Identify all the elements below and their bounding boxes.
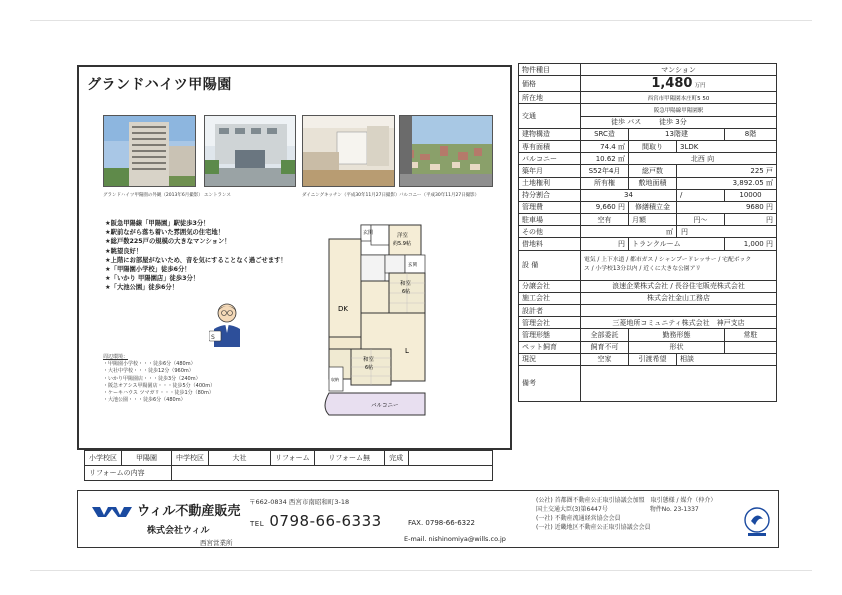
reform-label: リフォーム — [271, 451, 315, 466]
row-label: 形状 — [629, 341, 725, 353]
row-label: ペット飼育 — [519, 341, 581, 353]
mgmt-fee-value: 9,660 — [595, 203, 616, 212]
table-row — [519, 341, 777, 353]
row-value: 円 — [677, 226, 777, 238]
units-value: 225 — [750, 166, 764, 175]
table-row — [519, 64, 777, 76]
row-label: 所在地 — [519, 92, 581, 104]
equipment-line: ス / 小学校13分以内 / 近くに大きな公園アリ — [584, 266, 701, 273]
page-top-rule — [30, 20, 812, 21]
table-row — [519, 128, 777, 140]
row-value: 13階建 — [629, 128, 725, 140]
row-label: 分譲会社 — [519, 280, 581, 292]
row-label: 価格 — [519, 76, 581, 92]
row-label: 物件種目 — [519, 64, 581, 76]
row-value — [581, 201, 629, 213]
row-label: 築年月 — [519, 165, 581, 177]
plan-label: 和室 — [400, 281, 412, 287]
share-slash: / — [677, 189, 725, 201]
table-row — [85, 451, 493, 466]
row-label: 管理会社 — [519, 317, 581, 329]
table-row — [85, 466, 493, 481]
equipment-cell — [581, 250, 777, 280]
repair-value: 9680 — [745, 203, 764, 212]
row-value: 株式会社金山工務店 — [581, 292, 777, 304]
row-value: 月額 — [629, 214, 677, 226]
row-value: マンション — [581, 64, 777, 76]
row-label: トランクルーム — [629, 238, 725, 250]
mgmt-fee-unit: 円 — [618, 203, 625, 212]
row-value: 空有 — [581, 214, 629, 226]
property-overview-panel — [77, 65, 512, 450]
row-value — [581, 140, 629, 152]
row-value: SRC造 — [581, 128, 629, 140]
area-value: 74.4 — [600, 142, 616, 151]
walk-label: 徒歩 — [611, 118, 625, 127]
equipment-line: 電気 / 上下水道 / 都市ガス / シャンプードレッサー / 宅配ボック — [584, 257, 752, 264]
row-label: 管理形態 — [519, 329, 581, 341]
row-label: 建物構造 — [519, 128, 581, 140]
table-row — [519, 365, 777, 401]
association-line: (公社) 首都圏不動産公正取引協議会加盟 取引態様 / 媒介（仲介） — [536, 497, 717, 504]
table-row — [519, 250, 777, 280]
area-unit: ㎡ — [618, 142, 625, 151]
row-label: 専有面積 — [519, 140, 581, 152]
row-label: 総戸数 — [629, 165, 677, 177]
table-row — [519, 104, 777, 116]
row-value: 飼育不可 — [581, 341, 629, 353]
row-label: 設 備 — [519, 250, 581, 280]
plan-label: 6帖 — [402, 289, 411, 295]
table-row — [519, 76, 777, 92]
email-link[interactable]: E-mail. nishinomiya@wills.co.jp — [404, 535, 506, 543]
table-row — [519, 189, 777, 201]
balcony-value: 10.62 — [595, 154, 616, 163]
complete-label: 完成 — [384, 451, 408, 466]
row-value: 常駐 — [725, 329, 777, 341]
row-label: 設計者 — [519, 305, 581, 317]
row-label: 土地権利 — [519, 177, 581, 189]
agency-footer — [77, 490, 779, 548]
table-row — [519, 153, 777, 165]
mid-school-value: 大社 — [209, 451, 271, 466]
row-value: 34 — [581, 189, 677, 201]
nearby-item: ・ケーキハウス ツマガリ・・・徒歩1分（80m） — [103, 390, 214, 397]
photo-caption: グランドハイツ甲陽園の外観（2013年6月撮影） — [103, 193, 203, 198]
row-label: 勤務形態 — [629, 329, 725, 341]
table-row — [519, 317, 777, 329]
table-row — [519, 226, 777, 238]
site-area-unit: ㎡ — [766, 179, 773, 188]
remarks-value — [581, 365, 777, 401]
elem-school-label: 小学校区 — [85, 451, 122, 466]
selling-point: ★駅前ながら落ち着いた雰囲気の住宅地！ — [105, 229, 224, 237]
plan-label: バルコニー — [371, 403, 399, 409]
plan-label: 収納 — [331, 377, 339, 382]
will-logo-icon — [92, 503, 132, 517]
price-value: 1,480 — [651, 76, 693, 92]
row-value — [725, 238, 777, 250]
row-value: 空家 — [581, 353, 629, 365]
school-district-table — [84, 450, 493, 481]
floor-plan — [321, 217, 501, 443]
association-line: (一社) 近畿地区不動産公正取引協議会会員 — [536, 524, 651, 531]
nearby-facilities — [103, 354, 215, 404]
site-area-value: 3,892.05 — [732, 179, 764, 188]
table-row — [519, 329, 777, 341]
row-label: 備考 — [519, 365, 581, 401]
phone-number[interactable] — [250, 512, 382, 530]
row-value: 三菱地所コミュニティ株式会社 神戸支店 — [581, 317, 777, 329]
agency-logo — [92, 499, 240, 547]
reform-detail-label: リフォームの内容 — [85, 466, 172, 481]
photo-caption: バルコニー（平成30年11月27日撮影） — [399, 193, 480, 198]
transport-detail — [581, 116, 777, 128]
row-value: 3LDK — [677, 140, 777, 152]
table-row — [519, 214, 777, 226]
nearby-heading: 周辺環境： — [103, 354, 129, 360]
photo-caption: エントランス — [204, 193, 231, 198]
selling-points — [105, 219, 315, 293]
row-label: 借地料 — [519, 238, 581, 250]
mid-school-label: 中学校区 — [172, 451, 209, 466]
plan-label: 和室 — [363, 357, 375, 363]
selling-point: ★「甲陽園小学校」徒歩6分！ — [105, 266, 191, 274]
row-value: ㎡ — [581, 226, 677, 238]
row-label: 管理費 — [519, 201, 581, 213]
row-label: 駐車場 — [519, 214, 581, 226]
photo-balcony — [399, 115, 493, 187]
row-value: 北西 向 — [629, 153, 777, 165]
association-line: (一社) 不動産流通経営協会会員 — [536, 515, 621, 522]
row-value: 全部委託 — [581, 329, 629, 341]
tel-label: TEL — [250, 520, 265, 528]
row-value: 阪急甲陽線甲陽園駅 — [581, 104, 777, 116]
photo-caption: ダイニングキッチン（平成30年11月27日撮影） — [302, 193, 400, 198]
row-value: 円～ — [677, 214, 725, 226]
plan-label: DK — [338, 305, 348, 313]
selling-point: ★「いかり 甲陽園店」徒歩3分！ — [105, 275, 200, 283]
row-label: 交通 — [519, 104, 581, 128]
table-row — [519, 92, 777, 104]
row-value: S52年4月 — [581, 165, 629, 177]
row-value — [677, 201, 777, 213]
selling-point: ★上階にお部屋がないため、音を気にすることなく過ごせます！ — [105, 256, 287, 264]
row-label: その他 — [519, 226, 581, 238]
row-value — [581, 153, 629, 165]
row-value: 西宮市甲陽園本庄町5 50 — [581, 92, 777, 104]
row-value: 所有権 — [581, 177, 629, 189]
association-line: 国土交通大臣(3)第6447号 物件No. 23-1337 — [536, 506, 699, 513]
tel-value: 0798-66-6333 — [269, 512, 382, 530]
svg-text:S: S — [211, 334, 215, 341]
photo-dining-kitchen — [302, 115, 395, 187]
plan-label: 6帖 — [365, 365, 374, 371]
reform-detail-value — [172, 466, 493, 481]
table-row — [519, 238, 777, 250]
photo-building-exterior — [103, 115, 196, 187]
selling-point: ★「大池公園」徒歩6分！ — [105, 284, 178, 292]
complete-value — [408, 451, 492, 466]
nearby-item: ・阪急オアシス甲陽園店・・・徒歩5分（400m） — [103, 382, 216, 389]
reform-value: リフォーム無 — [314, 451, 384, 466]
row-value — [581, 305, 777, 317]
row-value: 浪速企業株式会社 / 長谷住宅販売株式会社 — [581, 280, 777, 292]
nearby-item: ・いかり甲陽園店・・・徒歩3分（240m） — [103, 375, 201, 382]
trunk-unit: 円 — [766, 240, 773, 249]
table-row — [519, 177, 777, 189]
plan-label: 玄関 — [363, 230, 374, 236]
company-name: 株式会社ウィル — [147, 526, 210, 536]
elem-school-value: 甲陽園 — [122, 451, 172, 466]
plan-label: L — [405, 347, 409, 355]
brand-name: ウィル不動産販売 — [137, 504, 241, 519]
row-value: 相談 — [677, 353, 777, 365]
table-row — [519, 353, 777, 365]
plan-label: 玄関 — [408, 263, 417, 268]
agent-illustration-icon — [209, 301, 249, 347]
row-value — [677, 165, 777, 177]
row-label: 現況 — [519, 353, 581, 365]
bus-label: バス — [627, 118, 642, 127]
selling-point: ★眺望良好！ — [105, 247, 143, 255]
table-row — [519, 305, 777, 317]
row-label: 施工会社 — [519, 292, 581, 304]
table-row — [519, 280, 777, 292]
walk-label: 徒歩 — [659, 118, 674, 127]
plan-label: 約5.9帖 — [393, 241, 411, 247]
association-info — [536, 496, 716, 532]
selling-point: ★総戸数225戸の規模の大きなマンション！ — [105, 238, 231, 246]
property-details-table — [518, 63, 777, 402]
units-unit: 戸 — [766, 166, 773, 175]
row-value: 引渡希望 — [629, 353, 677, 365]
branch-name: 西宮営業所 — [200, 539, 233, 547]
fair-trade-seal-icon — [744, 507, 770, 537]
walk-minutes: 3分 — [675, 118, 687, 127]
trunk-value: 1,000 — [743, 240, 764, 249]
row-value — [725, 341, 777, 353]
row-value: 8階 — [725, 128, 777, 140]
table-row — [519, 140, 777, 152]
row-label: 間取り — [629, 140, 677, 152]
row-value: 円 — [581, 238, 629, 250]
table-row — [519, 165, 777, 177]
row-value: 10000 — [725, 189, 777, 201]
table-row — [519, 292, 777, 304]
selling-point: ★阪急甲陽線「甲陽園」駅徒歩3分！ — [105, 220, 210, 227]
price-unit: 万円 — [694, 83, 706, 90]
nearby-item: ・甲陽園小学校・・・徒歩6分（480m） — [103, 361, 196, 368]
plan-label: 洋室 — [397, 233, 409, 239]
balcony-unit: ㎡ — [618, 154, 625, 163]
agency-address: 〒662-0834 西宮市南昭和町3-18 — [249, 498, 350, 506]
nearby-item: ・大池公園・・・徒歩6分（480m） — [103, 397, 186, 404]
row-label: 持分割合 — [519, 189, 581, 201]
nearby-item: ・大社中学校・・・徒歩12分（960m） — [103, 368, 194, 375]
table-row — [519, 201, 777, 213]
property-title: グランドハイツ甲陽園 — [87, 77, 232, 93]
photo-entrance — [204, 115, 296, 187]
row-value — [677, 177, 777, 189]
row-label: 敷地面積 — [629, 177, 677, 189]
fax-number: FAX. 0798-66-6322 — [408, 519, 476, 527]
page-bottom-rule — [30, 570, 812, 571]
row-value: 円 — [725, 214, 777, 226]
row-label: バルコニー — [519, 153, 581, 165]
repair-unit: 円 — [766, 203, 773, 212]
row-label: 修繕積立金 — [629, 201, 677, 213]
price-cell — [581, 76, 777, 92]
